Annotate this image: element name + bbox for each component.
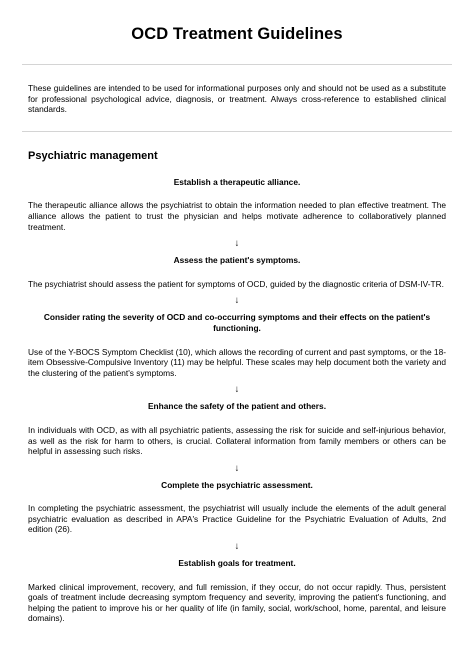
section-divider [22,131,452,132]
step-body: The psychiatrist should assess the patient for symptoms of OCD, guided by the diagnostic criteria of DSM-IV-TR. [28,278,444,289]
down-arrow-icon: ↓ [234,541,240,553]
down-arrow-icon: ↓ [234,295,240,307]
step-1 [28,177,446,232]
step-6 [28,558,446,624]
intro-disclaimer: These guidelines are intended to be used for informational purposes only and should not be used as a substitute for professional psychological advice, diagnosis, or treatment. Always cross-reference to established clinical standards. [28,83,446,115]
step-2 [28,255,446,289]
down-arrow-icon: ↓ [234,384,240,396]
section-heading: Psychiatric management [28,149,158,162]
step-title: Assess the patient's symptoms. [173,255,301,266]
step-title: Complete the psychiatric assessment. [161,479,313,490]
down-arrow-icon: ↓ [234,238,240,250]
step-3 [28,312,446,378]
step-body: In individuals with OCD, as with all psychiatric patients, assessing the risk for suicide and self-injurious behavior, as well as the risk for harm to others, is crucial. Collateral information from family members or others can be helpful in assessing such risks. [28,424,446,457]
down-arrow-icon: ↓ [234,462,240,474]
step-4 [28,401,446,456]
step-title: Establish goals for treatment. [178,558,296,569]
top-divider [22,64,452,65]
step-title: Establish a therapeutic alliance. [173,176,301,187]
step-body: The therapeutic alliance allows the psychiatrist to obtain the information needed to plan effective treatment. The alliance allows the patient to trust the physician and helps motivate adherence to collaboratively planned treatment. [28,200,446,232]
document-title: OCD Treatment Guidelines [131,25,343,43]
step-body: Use of the Y-BOCS Symptom Checklist (10), which allows the recording of current and past symptoms, or the 18-item Obsessive-Compulsive Inventory (11) may be helpful. These scales may help document both the variety and the clustering of the patient's symptoms. [28,346,446,378]
step-title: Consider rating the severity of OCD and co-occurring symptoms and their effects on the patient's functioning. [43,312,431,333]
step-title: Enhance the safety of the patient and others. [147,401,327,412]
step-body: In completing the psychiatric assessment, the psychiatrist will usually include the elements of the adult general psychiatric evaluation as described in APA's Practice Guideline for the Psychiatric Evaluation of Adults, 2nd edition (26). [28,503,446,535]
step-body: Marked clinical improvement, recovery, and full remission, if they occur, do not occur rapidly. Thus, persistent goals of treatment include decreasing symptom frequency and severity, improving the patient's functioning, and helping the patient to improve his or her quality of life (in family, social, work/school, home, parental, and leisure domains). [28,581,446,624]
step-5 [28,480,446,535]
